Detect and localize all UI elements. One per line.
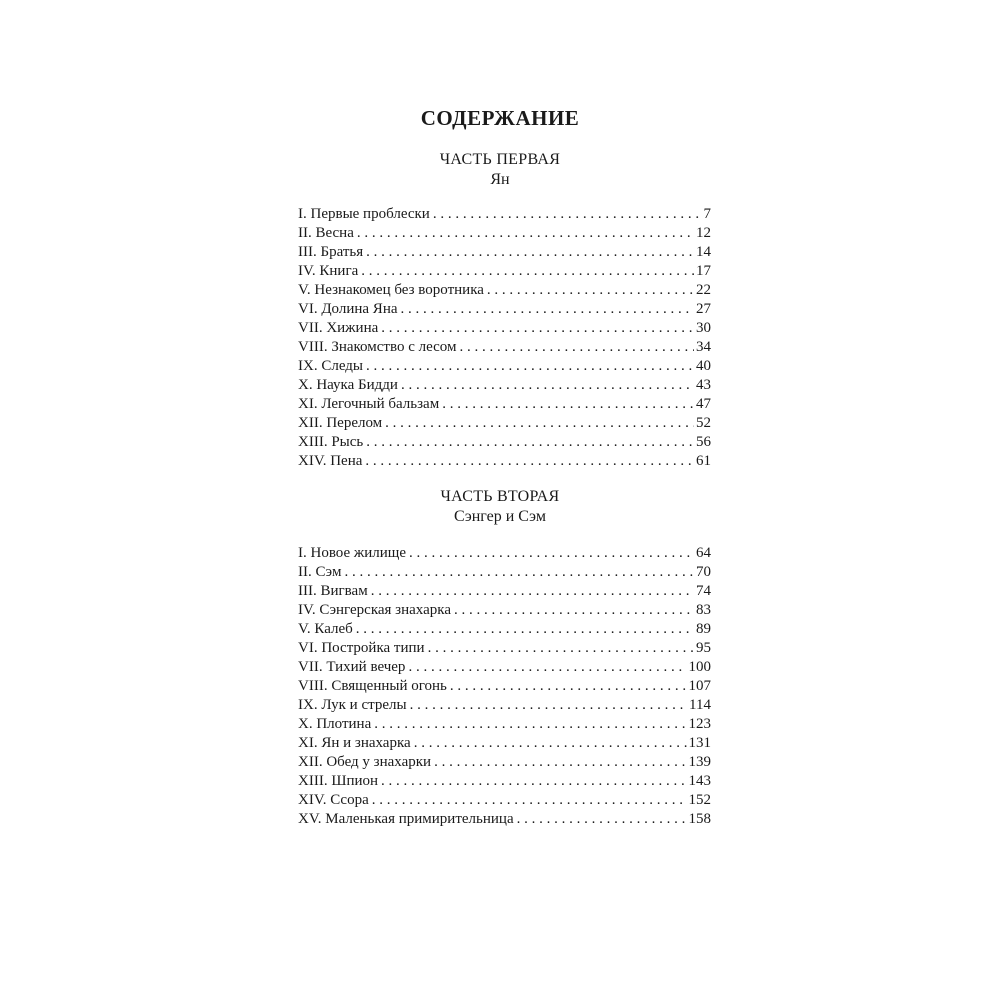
toc-entry-page: 30 — [696, 320, 711, 336]
toc-leader-dots — [409, 544, 694, 563]
toc-entry-page: 158 — [688, 811, 711, 827]
toc-entry-label: XII. Обед у знахарки — [298, 754, 432, 770]
toc-leader-dots — [381, 319, 694, 338]
toc-leader-dots — [442, 395, 694, 414]
toc-leader-dots — [408, 658, 686, 677]
toc-entry[interactable] — [298, 810, 711, 829]
part-two-toc — [298, 544, 711, 829]
toc-leader-dots — [401, 300, 695, 319]
toc-entry-label: X. Наука Бидди — [298, 377, 398, 393]
part-one-toc — [298, 205, 711, 471]
toc-leader-dots — [487, 281, 694, 300]
toc-entry-page: 14 — [696, 244, 711, 260]
toc-leader-dots — [344, 563, 694, 582]
toc-entry[interactable] — [298, 677, 711, 696]
toc-entry[interactable] — [298, 338, 711, 357]
toc-entry[interactable] — [298, 395, 711, 414]
toc-leader-dots — [517, 810, 687, 829]
toc-entry-page: 22 — [696, 282, 711, 298]
toc-entry-page: 139 — [688, 754, 711, 770]
toc-entry-page: 40 — [696, 358, 711, 374]
part-one-heading — [0, 150, 1000, 190]
toc-entry[interactable] — [298, 224, 711, 243]
toc-leader-dots — [366, 357, 694, 376]
toc-entry[interactable] — [298, 544, 711, 563]
toc-leader-dots — [434, 753, 686, 772]
toc-leader-dots — [414, 734, 687, 753]
toc-entry-page: 107 — [688, 678, 711, 694]
part-one-title: ЧАСТЬ ПЕРВАЯ — [439, 151, 561, 168]
toc-entry-label: V. Калеб — [298, 621, 353, 637]
toc-entry[interactable] — [298, 734, 711, 753]
toc-entry-page: 27 — [696, 301, 711, 317]
toc-leader-dots — [385, 414, 694, 433]
toc-entry-label: III. Братья — [298, 244, 364, 260]
toc-entry-page: 114 — [689, 697, 711, 713]
toc-entry[interactable] — [298, 715, 711, 734]
part-two-title: ЧАСТЬ ВТОРАЯ — [440, 488, 560, 505]
toc-entry-label: XI. Ян и знахарка — [298, 735, 411, 751]
toc-entry-page: 43 — [696, 377, 711, 393]
toc-leader-dots — [357, 224, 694, 243]
toc-entry-page: 131 — [688, 735, 711, 751]
toc-entry-label: X. Плотина — [298, 716, 372, 732]
toc-entry-label: VII. Тихий вечер — [298, 659, 406, 675]
part-two-heading — [0, 487, 1000, 527]
toc-entry[interactable] — [298, 452, 711, 471]
toc-leader-dots — [410, 696, 687, 715]
toc-leader-dots — [401, 376, 694, 395]
toc-entry[interactable] — [298, 243, 711, 262]
toc-entry-label: II. Весна — [298, 225, 354, 241]
toc-entry-page: 70 — [696, 564, 711, 580]
toc-entry-label: XIV. Ссора — [298, 792, 369, 808]
toc-entry[interactable] — [298, 601, 711, 620]
toc-entry-page: 17 — [696, 263, 711, 279]
toc-leader-dots — [459, 338, 694, 357]
toc-entry-label: I. Новое жилище — [298, 545, 407, 561]
toc-entry[interactable] — [298, 205, 711, 224]
toc-entry[interactable] — [298, 772, 711, 791]
toc-entry-page: 74 — [696, 583, 711, 599]
toc-entry-label: VII. Хижина — [298, 320, 379, 336]
toc-entry[interactable] — [298, 262, 711, 281]
toc-entry[interactable] — [298, 414, 711, 433]
toc-entry-page: 83 — [696, 602, 711, 618]
toc-entry-label: VIII. Знакомство с лесом — [298, 339, 457, 355]
toc-entry-label: XIII. Шпион — [298, 773, 379, 789]
toc-entry-page: 100 — [688, 659, 711, 675]
toc-entry-page: 89 — [696, 621, 711, 637]
toc-entry-page: 123 — [688, 716, 711, 732]
toc-entry-label: XI. Легочный бальзам — [298, 396, 440, 412]
toc-leader-dots — [381, 772, 686, 791]
toc-leader-dots — [366, 243, 694, 262]
part-one-subtitle: Ян — [490, 171, 510, 188]
page-title: СОДЕРЖАНИЕ — [420, 106, 580, 130]
toc-entry[interactable] — [298, 582, 711, 601]
toc-leader-dots — [371, 582, 694, 601]
toc-entry[interactable] — [298, 658, 711, 677]
toc-entry-page: 47 — [696, 396, 711, 412]
toc-entry[interactable] — [298, 433, 711, 452]
toc-entry-page: 61 — [696, 453, 711, 469]
toc-entry-page: 12 — [696, 225, 711, 241]
toc-entry[interactable] — [298, 300, 711, 319]
toc-leader-dots — [366, 433, 694, 452]
toc-entry-label: I. Первые проблески — [298, 206, 430, 222]
toc-entry[interactable] — [298, 563, 711, 582]
toc-leader-dots — [356, 620, 694, 639]
toc-entry-label: VI. Долина Яна — [298, 301, 398, 317]
toc-leader-dots — [450, 677, 687, 696]
toc-entry[interactable] — [298, 620, 711, 639]
toc-entry-label: IX. Следы — [298, 358, 363, 374]
toc-entry[interactable] — [298, 639, 711, 658]
toc-entry-label: VIII. Священный огонь — [298, 678, 447, 694]
toc-entry-label: III. Вигвам — [298, 583, 368, 599]
toc-leader-dots — [428, 639, 694, 658]
toc-leader-dots — [374, 715, 686, 734]
part-two-subtitle: Сэнгер и Сэм — [453, 508, 547, 525]
toc-leader-dots — [365, 452, 694, 471]
toc-entry-page: 34 — [696, 339, 711, 355]
toc-entry-page: 95 — [696, 640, 711, 656]
toc-entry[interactable] — [298, 753, 711, 772]
toc-entry[interactable] — [298, 696, 711, 715]
toc-entry-page: 143 — [688, 773, 711, 789]
toc-entry-label: IV. Книга — [298, 263, 359, 279]
toc-entry[interactable] — [298, 791, 711, 810]
toc-entry-label: IX. Лук и стрелы — [298, 697, 407, 713]
toc-entry[interactable] — [298, 376, 711, 395]
toc-entry-label: XV. Маленькая примирительница — [298, 811, 514, 827]
toc-entry[interactable] — [298, 319, 711, 338]
toc-leader-dots — [372, 791, 687, 810]
toc-entry-label: V. Незнакомец без воротника — [298, 282, 484, 298]
toc-entry-label: II. Сэм — [298, 564, 342, 580]
toc-entry-page: 64 — [696, 545, 711, 561]
toc-leader-dots — [454, 601, 694, 620]
toc-entry-page: 56 — [696, 434, 711, 450]
toc-entry[interactable] — [298, 357, 711, 376]
toc-entry-page: 52 — [696, 415, 711, 431]
toc-entry-label: XII. Перелом — [298, 415, 383, 431]
toc-entry[interactable] — [298, 281, 711, 300]
toc-entry-label: IV. Сэнгерская знахарка — [298, 602, 451, 618]
toc-entry-page: 152 — [688, 792, 711, 808]
toc-entry-label: XIII. Рысь — [298, 434, 364, 450]
toc-leader-dots — [361, 262, 694, 281]
toc-entry-page: 7 — [703, 206, 711, 222]
toc-entry-label: XIV. Пена — [298, 453, 363, 469]
toc-entry-label: VI. Постройка типи — [298, 640, 425, 656]
toc-leader-dots — [433, 205, 702, 224]
